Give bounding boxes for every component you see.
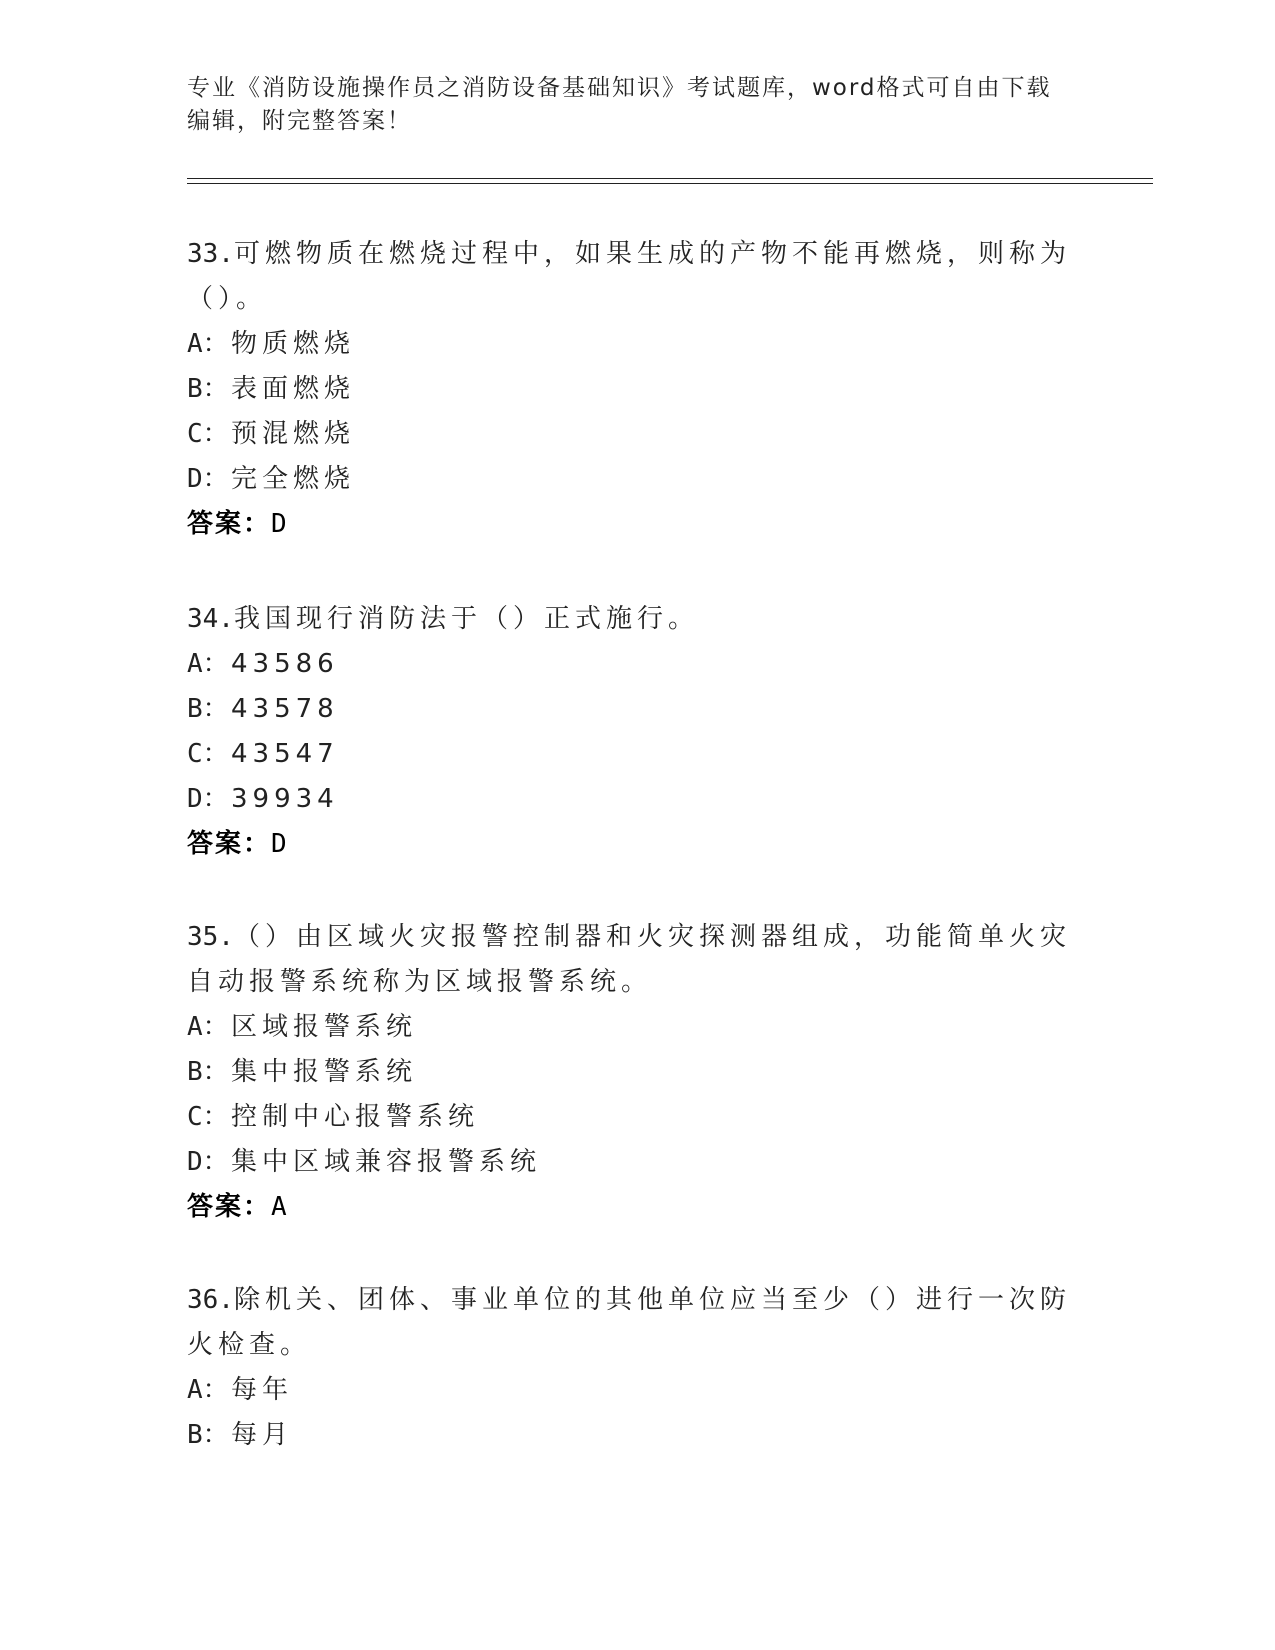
option-text: 集中报警系统 — [231, 1057, 418, 1087]
answer-value: D — [271, 509, 289, 539]
option-key: B： — [187, 1057, 229, 1087]
option-a — [187, 642, 1087, 687]
option-key: A： — [187, 1012, 229, 1042]
document-header — [187, 72, 1067, 138]
option-text: 表面燃烧 — [231, 374, 356, 404]
option-a — [187, 1005, 1087, 1050]
option-d — [187, 1140, 1087, 1185]
answer-label: 答案： — [187, 829, 272, 859]
option-c — [187, 412, 1087, 457]
option-c — [187, 732, 1087, 777]
answer-line — [187, 1185, 1087, 1230]
option-b — [187, 367, 1087, 412]
option-b — [187, 687, 1087, 732]
answer-value: A — [271, 1192, 289, 1222]
option-key: D： — [187, 1147, 229, 1177]
option-a — [187, 1368, 1087, 1413]
option-a — [187, 322, 1087, 367]
option-key: A： — [187, 1375, 229, 1405]
option-key: D： — [187, 784, 229, 814]
option-text: 物质燃烧 — [231, 329, 356, 359]
option-text: 每年 — [231, 1375, 294, 1405]
option-text: 区域报警系统 — [231, 1012, 418, 1042]
option-b — [187, 1413, 1087, 1458]
answer-label: 答案： — [187, 1192, 272, 1222]
option-b — [187, 1050, 1087, 1095]
question-text — [187, 597, 1087, 642]
question-number: 36. — [187, 1285, 234, 1315]
option-key: C： — [187, 739, 229, 769]
question-body: （）由区域火灾报警控制器和火灾探测器组成，功能简单火灾自动报警系统称为区域报警系统。 — [187, 922, 1071, 997]
answer-line — [187, 502, 1087, 547]
question-36 — [187, 1278, 1087, 1458]
option-text: 43586 — [231, 649, 339, 679]
option-key: A： — [187, 329, 229, 359]
question-number: 35. — [187, 922, 234, 952]
question-body: 可燃物质在燃烧过程中，如果生成的产物不能再燃烧，则称为（）。 — [187, 239, 1071, 314]
question-number: 34. — [187, 604, 234, 634]
answer-line — [187, 822, 1087, 867]
option-d — [187, 457, 1087, 502]
option-c — [187, 1095, 1087, 1140]
option-text: 43578 — [231, 694, 339, 724]
option-key: B： — [187, 1420, 229, 1450]
header-divider-top — [187, 178, 1153, 179]
question-text — [187, 915, 1087, 1005]
option-text: 43547 — [231, 739, 339, 769]
header-divider-bottom — [187, 183, 1153, 184]
header-intro-text: 专业《消防设施操作员之消防设备基础知识》考试题库，word格式可自由下载编辑，附完整答案！ — [187, 75, 1052, 134]
option-key: A： — [187, 649, 229, 679]
option-key: C： — [187, 419, 229, 449]
option-text: 预混燃烧 — [231, 419, 356, 449]
option-d — [187, 777, 1087, 822]
question-35 — [187, 915, 1087, 1230]
question-text — [187, 232, 1087, 322]
question-33 — [187, 232, 1087, 547]
option-key: B： — [187, 694, 229, 724]
question-number: 33. — [187, 239, 234, 269]
question-body: 我国现行消防法于（）正式施行。 — [233, 604, 699, 634]
option-text: 控制中心报警系统 — [231, 1102, 480, 1132]
answer-value: D — [271, 829, 289, 859]
answer-label: 答案： — [187, 509, 272, 539]
option-key: D： — [187, 464, 229, 494]
question-34 — [187, 597, 1087, 867]
option-key: B： — [187, 374, 229, 404]
option-key: C： — [187, 1102, 229, 1132]
option-text: 完全燃烧 — [231, 464, 356, 494]
option-text: 每月 — [231, 1420, 294, 1450]
question-text — [187, 1278, 1087, 1368]
question-body: 除机关、团体、事业单位的其他单位应当至少（）进行一次防火检查。 — [187, 1285, 1071, 1360]
option-text: 39934 — [231, 784, 339, 814]
option-text: 集中区域兼容报警系统 — [231, 1147, 542, 1177]
